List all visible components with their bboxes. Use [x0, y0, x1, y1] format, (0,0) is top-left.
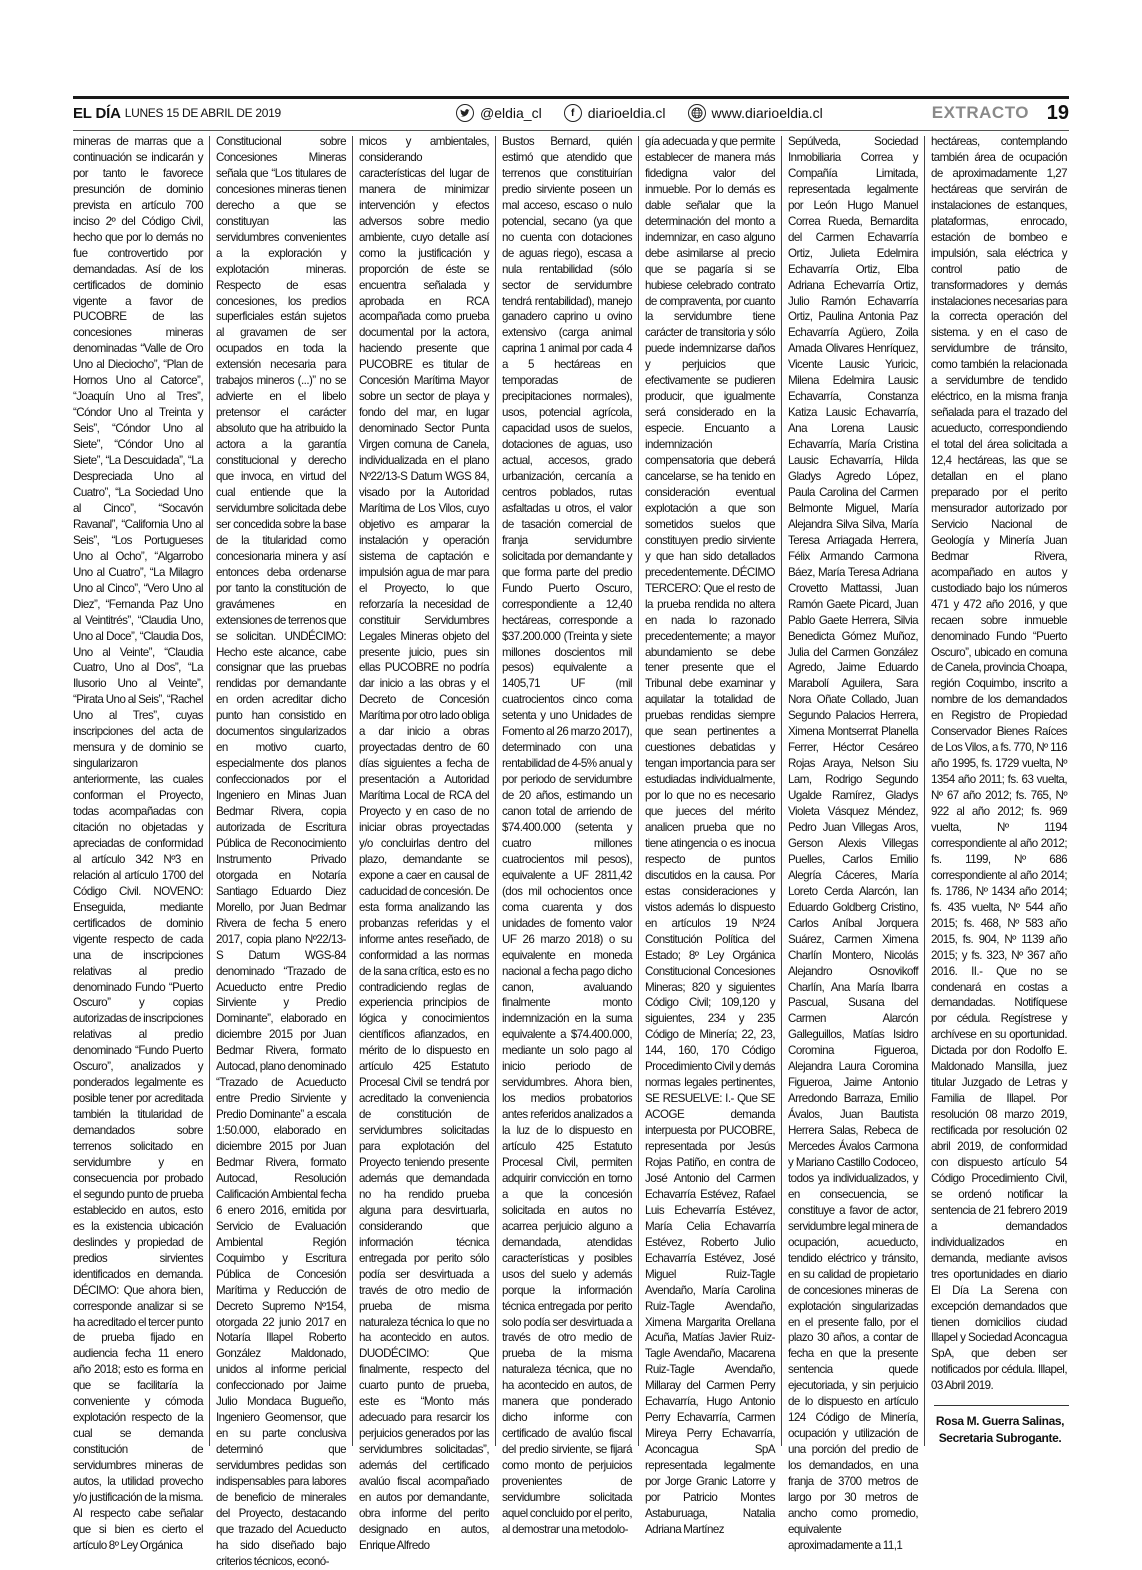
signature-rule	[934, 1405, 1069, 1406]
signature-block	[929, 1413, 1071, 1447]
social-links	[456, 100, 823, 126]
twitter-icon	[456, 104, 474, 122]
website-link[interactable]: www.diarioeldia.cl	[711, 105, 823, 121]
text-column-3: micos y ambientales, considerando características del lugar de manera de minimizar intervención y efectos adversos sobre medio ambiente, cuyo detalle así como la justificación y proporción de éste se encuentra señalada y aprobada en RCA acompañada como prueba documental por la actora, haciendo presente que PUCOBRE es titular de Concesión Marítima Mayor sobre un sector de playa y fondo del mar, en lugar denominado Sector Punta Virgen comuna de Canela, individualizada en el plano Nº22/13-S Datum WGS 84, visado por la Autoridad Marítima de Los Vilos, cuyo objetivo es amparar la instalación y operación sistema de captación e impulsión agua de mar para el Proyecto, lo que reforzaría la necesidad de constituir Servidumbres Legales Mineras objeto del presente juicio, pues sin ellas PUCOBRE no podría dar inicio a las obras y el Decreto de Concesión Marítima por otro lado obliga a dar inicio a obras proyectadas dentro de 60 días siguientes a fecha de presentación a Autoridad Marítima Local de RCA del Proyecto y en caso de no iniciar obras proyectadas y/o concluirlas dentro del plazo, demandante se expone a caer en causal de caducidad de concesión. De esta forma analizando las probanzas referidas y el informe antes reseñado, de conformidad a las normas de la sana crítica, esto es no contradiciendo reglas de experiencia principios de lógica y conocimientos científicos afianzados, en mérito de lo dispuesto en artículo 425 Estatuto Procesal Civil se tendrá por acreditado la conveniencia de constitución de servidumbres solicitadas para explotación del Proyecto teniendo presente además que demandada no ha rendido prueba alguna para desvirtuarla, considerando que información técnica entregada por perito sólo podía ser desvirtuada a través de otro medio de prueba de misma naturaleza técnica lo que no ha acontecido en autos. DUODÉCIMO: Que finalmente, respecto del cuarto punto de prueba, este es “Monto más adecuado para resarcir los perjuicios generados por las servidumbres solicitadas”, además del certificado avalúo fiscal acompañado en autos por demandante, obra informe del perito designado en autos, Enrique Alfredo	[359, 135, 489, 1552]
twitter-handle[interactable]: @eldia_cl	[480, 105, 542, 121]
facebook-icon: f	[564, 104, 582, 122]
column-divider	[495, 136, 496, 1446]
text-column-1: mineras de marras que a continuación se indicarán y por tanto le favorece presunción de dominio prevista en artículo 700 inciso 2º del Código Civil, hecho que por lo demás no fue controvertido por demandadas. Así de los certificados de dominio vigente a favor de PUCOBRE de las concesiones mineras denominadas “Valle de Oro Uno al Dieciocho”, “Plan de Hornos Uno al Catorce”, “Joaquín Uno al Tres”, “Cóndor Uno al Treinta y Seis”, “Cóndor Uno al Siete”, “Cóndor Uno al Siete”, “La Descuidada”, “La Despreciada Uno al Cuatro”, “La Sociedad Uno al Cinco”, “Socavón Ravanal”, “California Uno al Seis”, “Los Portugueses Uno al Ocho”, “Algarrobo Uno al Cuatro”, “La Milagro Uno al Cinco”, “Vero Uno al Diez”, “Fernanda Paz Uno al Veintitrés”, “Claudia Uno, Uno al Doce”, “Claudia Dos, Uno al Veinte”, “Claudia Cuatro, Uno al Dos”, “La Ilusorio Uno al Veinte”, “Pirata Uno al Seis”, “Rachel Uno al Tres”, cuyas inscripciones del acta de mensura y de dominio se singularizaron anteriormente, las cuales conforman el Proyecto, todas acompañadas con citación no objetadas y apreciadas de conformidad al artículo 342 Nº3 en relación al artículo 1700 del Código Civil. NOVENO: Enseguida, mediante certificados de dominio vigente respecto de cada una de inscripciones relativas al predio denominado Fundo “Puerto Oscuro” y copias autorizadas de inscripciones relativas al predio denominado “Fundo Puerto Oscuro”, analizados y ponderados legalmente es posible tener por acreditada también la titularidad de demandados sobre terrenos solicitado en servidumbre y en consecuencia por probado el segundo punto de prueba establecido en autos, esto es la existencia ubicación deslindes y propiedad de predios sirvientes identificados en demanda. DÉCIMO: Que ahora bien, corresponde analizar si se ha acreditado el tercer punto de prueba fijado en audiencia fecha 11 enero año 2018; esto es forma en que se facilitaría la conveniente y cómoda explotación respecto de la cual se demanda constitución de servidumbres mineras de autos, la utilidad provecho y/o justificación de la misma. Al respecto cabe señalar que si bien es cierto el artículo 8º Ley Orgánica	[73, 135, 203, 1552]
newspaper-brand: EL DÍA	[73, 104, 121, 122]
column-divider	[209, 136, 210, 1446]
globe-icon	[688, 104, 706, 122]
text-column-7: hectáreas, contemplando también área de ocupación de aproximadamente 1,27 hectáreas que servirán de instalaciones de estanques, plataformas, enrocado, estación de bombeo e impulsión, sala eléctrica y control patio de transformadores y demás instalaciones necesarias para la correcta operación del sistema. y en el caso de servidumbre de tránsito, como también la relacionada a servidumbre de tendido eléctrico, en la misma franja señalada para el trazado del acueducto, correspondiendo el total del área solicitada a 12,4 hectáreas, las que se detallan en el plano preparado por el perito mensurador autorizado por Servicio Nacional de Geología y Minería Juan Bedmar Rivera, acompañado en autos y custodiado bajo los números 471 y 472 año 2016, y que recaen sobre inmueble denominado Fundo “Puerto Oscuro”, ubicado en comuna de Canela, provincia Choapa, región Coquimbo, inscrito a nombre de los demandados en Registro de Propiedad Conservador Bienes Raíces de Los Vilos, a fs. 770, Nº 116 año 1995, fs. 1729 vuelta, Nº 1354 año 2011; fs. 63 vuelta, Nº 67 año 2012; fs. 765, Nº 922 al año 2012; fs. 969 vuelta, Nº 1194 correspondiente al año 2012; fs. 1199, Nº 686 correspondiente al año 2014; fs. 1786, Nº 1434 año 2014; fs. 435 vuelta, Nº 544 año 2015; fs. 468, Nº 583 año 2015, fs. 904, Nº 1139 año 2015; y fs. 323, Nº 367 año 2016. II.- Que no se condenará en costas a demandadas. Notifíquese por cédula. Regístrese y archívese en su oportunidad. Dictada por don Rodolfo E. Maldonado Mansilla, juez titular Juzgado de Letras y Familia de Illapel. Por resolución 08 marzo 2019, rectificada por resolución 02 abril 2019, de conformidad con dispuesto artículo 54 Código Procedimiento Civil, se ordenó notificar la sentencia de 21 febrero 2019 a demandados individualizados en demanda, mediante avisos tres oportunidades en diario El Día La Serena con excepción demandados que tienen domicilios ciudad Illapel y Sociedad Aconcagua SpA, que deben ser notificados por cédula. Illapel, 03 Abril 2019.	[931, 135, 1067, 1393]
column-divider	[638, 136, 639, 1446]
header-top-rule	[73, 96, 1069, 99]
page-header	[73, 100, 1069, 126]
signature-name: Rosa M. Guerra Salinas,	[935, 1414, 1065, 1428]
text-column-6: Sepúlveda, Sociedad Inmobiliaria Correa y Compañía Limitada, representada legalmente por León Hugo Manuel Correa Rueda, Bernardita del Carmen Echavarría Ortiz, Julieta Edelmira Echavarría Ortiz, Elba Adriana Echevarría Ortiz, Julio Ramón Echavarría Ortiz, Paulina Antonia Paz Echavarría Agüero, Zoila Amada Olivares Henríquez, Vicente Lausic Yuricic, Milena Edelmira Lausic Echavarría, Constanza Katiza Lausic Echavarría, Ana Lorena Lausic Echavarría, María Cristina Lausic Echavarría, Hilda Gladys Agredo López, Paula Carolina del Carmen Belmonte Miguel, María Alejandra Silva Silva, María Teresa Arriagada Herrera, Félix Armando Carmona Báez, María Teresa Adriana Crovetto Mattassi, Juan Ramón Gaete Picard, Juan Pablo Gaete Herrera, Silvia Benedicta Gómez Muñoz, Julia del Carmen González Agredo, Jaime Eduardo Marabolí Aguilera, Sara Nora Oñate Collado, Juan Segundo Palacios Herrera, Ximena Montserrat Planella Ferrer, Héctor Cesáreo Rojas Araya, Nelson Siu Lam, Rodrigo Segundo Ugalde Ramírez, Gladys Violeta Vásquez Méndez, Pedro Juan Villegas Aros, Gerson Alexis Villegas Puelles, Carlos Emilio Alegría Cáceres, María Loreto Cerda Alarcón, Ian Eduardo Goldberg Cristino, Carlos Aníbal Jorquera Suárez, Carmen Ximena Charlín Montero, Nicolás Alejandro Osnovikoff Charlín, Ana María Ibarra Pascual, Susana del Carmen Alarcón Galleguillos, Matías Isidro Coromina Figueroa, Alejandra Laura Coromina Figueroa, Jaime Antonio Arredondo Barraza, Emilio Ávalos, Juan Bautista Herrera Salas, Rebeca de Mercedes Ávalos Carmona y Mariano Castillo Codoceo, todos ya individualizados, y en consecuencia, se constituye a favor de actor, servidumbre legal minera de ocupación, acueducto, tendido eléctrico y tránsito, en su calidad de propietario de concesiones mineras de explotación singularizadas en el presente fallo, por el plazo 30 años, a contar de fecha en que la presente sentencia quede ejecutoriada, y sin perjuicio de lo dispuesto en artículo 124 Código de Minería, ocupación y utilización de una porción del predio de los demandados, en una franja de 3700 metros de largo por 30 metros de ancho como promedio, equivalente aproximadamente a 11,1	[788, 135, 918, 1552]
column-divider	[781, 136, 782, 1446]
text-column-4: Bustos Bernard, quién estimó que atendido que terrenos que constituirían predio sirviente poseen un mal acceso, escaso o nulo potencial, secano (ya que no cuenta con dotaciones de aguas riego), escasa a nula rentabilidad (sólo sector de servidumbre tendrá rentabilidad), manejo ganadero caprino u ovino extensivo (carga animal caprina 1 animal por cada 4 a 5 hectáreas en temporadas de precipitaciones normales), usos, potencial agrícola, capacidad usos de suelos, dotaciones de aguas, uso actual, accesos, grado urbanización, cercanía a centros poblados, rutas asfaltadas u otros, el valor de tasación comercial de franja servidumbre solicitada por demandante y que forma parte del predio Fundo Puerto Oscuro, correspondiente a 12,40 hectáreas, corresponde a $37.200.000 (Treinta y siete millones doscientos mil pesos) equivalente a 1405,71 UF (mil cuatrocientos cinco coma setenta y uno Unidades de Fomento al 26 marzo 2017), determinado con una rentabilidad de 4-5% anual y por periodo de servidumbre de 20 años, estimando un canon total de arriendo de $74.400.000 (setenta y cuatro millones cuatrocientos mil pesos), equivalente a UF 2811,42 (dos mil ochocientos once coma cuarenta y dos unidades de fomento valor UF 26 marzo 2018) o su equivalente en moneda nacional a fecha pago dicho canon, avaluando finalmente monto indemnización en la suma equivalente a $74.400.000, mediante un solo pago al inicio periodo de servidumbres. Ahora bien, los medios probatorios antes referidos analizados a la luz de lo dispuesto en artículo 425 Estatuto Procesal Civil, permiten adquirir convicción en torno a que la concesión solicitada en autos no acarrea perjuicio alguno a demandada, atendidas características y posibles usos del suelo y además porque la información técnica entregada por perito solo podía ser desvirtuada a través de otro medio de prueba de la misma naturaleza técnica, que no ha acontecido en autos, de manera que ponderado dicho informe con certificado de avalúo fiscal del predio sirviente, se fijará como monto de perjuicios provenientes de servidumbre solicitada aquel concluido por el perito, al demostrar una metodolo-	[502, 135, 632, 1536]
issue-date: LUNES 15 DE ABRIL DE 2019	[124, 106, 281, 120]
text-column-2: Constitucional sobre Concesiones Mineras señala que “Los titulares de concesiones mineras tienen derecho a que se constituyan las servidumbres convenientes a la exploración y explotación mineras. Respecto de esas concesiones, los predios superficiales están sujetos al gravamen de ser ocupados en toda la extensión necesaria para trabajos mineros (...)” no se advierte en el libelo pretensor el carácter absoluto que ha atribuido la actora a la garantía constitucional y derecho que invoca, en virtud del cual entiende que la servidumbre solicitada debe ser concedida sobre la base de la titularidad como concesionaria minera y así entonces deba ordenarse por tanto la constitución de gravámenes en extensiones de terrenos que se solicitan. UNDÉCIMO: Hecho este alcance, cabe consignar que las pruebas rendidas por demandante en orden acreditar dicho punto han consistido en documentos singularizados en motivo cuarto, especialmente dos planos confeccionados por el Ingeniero en Minas Juan Bedmar Rivera, copia autorizada de Escritura Pública de Reconocimiento Instrumento Privado otorgada en Notaría Santiago Eduardo Diez Morello, por Juan Bedmar Rivera de fecha 5 enero 2017, copia plano Nº22/13-S Datum WGS-84 denominado “Trazado de Acueducto entre Predio Sirviente y Predio Dominante”, elaborado en diciembre 2015 por Juan Bedmar Rivera, formato Autocad, plano denominado “Trazado de Acueducto entre Predio Sirviente y Predio Dominante” a escala 1:50.000, elaborado en diciembre 2015 por Juan Bedmar Rivera, formato Autocad, Resolución Calificación Ambiental fecha 6 enero 2016, emitida por Servicio de Evaluación Ambiental Región Coquimbo y Escritura Pública de Concesión Marítima y Reducción de Decreto Supremo Nº154, otorgada 22 junio 2017 en Notaría Illapel Roberto González Maldonado, unidos al informe pericial confeccionado por Jaime Julio Mondaca Bugueño, Ingeniero Geomensor, que en su parte conclusiva determinó que servidumbres pedidas son indispensables para labores de beneficio de minerales del Proyecto, destacando que trazado del Acueducto ha sido diseñado bajo criterios técnicos, econó-	[216, 135, 346, 1568]
signature-title: Secretaria Subrogante.	[938, 1431, 1062, 1445]
header-bottom-rule	[73, 130, 1069, 131]
column-divider	[924, 136, 925, 1446]
text-column-5: gía adecuada y que permite establecer de manera más fidedigna valor del inmueble. Por lo demás es dable señalar que la determinación del monto a indemnizar, en caso alguno debe asimilarse al precio que se pagaría si se hubiese celebrado contrato de compraventa, por cuanto la servidumbre tiene carácter de transitoria y sólo puede indemnizarse daños y perjuicios que efectivamente se pudieren producir, que igualmente será considerado en la especie. Encuanto a indemnización compensatoria que deberá cancelarse, se ha tenido en consideración eventual explotación a que son sometidos suelos que constituyen predio sirviente y que han sido detallados precedentemente. DÉCIMO TERCERO: Que el resto de la prueba rendida no altera en nada lo razonado precedentemente; a mayor abundamiento se debe tener presente que el Tribunal debe examinar y aquilatar la totalidad de pruebas rendidas siempre que sean pertinentes a cuestiones debatidas y tengan importancia para ser estudiadas individualmente, por lo que no es necesario que jueces del mérito analicen prueba que no tiene atingencia o es inocua respecto de puntos discutidos en la causa. Por estas consideraciones y vistos además lo dispuesto en artículos 19 Nº24 Constitución Política del Estado; 8º Ley Orgánica Constitucional Concesiones Mineras; 820 y siguientes Código Civil; 109,120 y siguientes, 234 y 235 Código de Minería; 22, 23, 144, 160, 170 Código Procedimiento Civil y demás normas legales pertinentes, SE RESUELVE: I.- Que SE ACOGE demanda interpuesta por PUCOBRE, representada por Jesús Rojas Patiño, en contra de José Antonio del Carmen Echavarría Estévez, Rafael Luis Echevarría Estévez, María Celia Echavarría Estévez, Roberto Julio Echavarría Estévez, José Miguel Ruiz-Tagle Avendaño, María Carolina Ruiz-Tagle Avendaño, Ximena Margarita Orellana Acuña, Matías Javier Ruiz-Tagle Avendaño, Macarena Ruiz-Tagle Avendaño, Millaray del Carmen Perry Echavarría, Hugo Antonio Perry Echavarría, Carmen Mireya Perry Echavarría, Aconcagua SpA representada legalmente por Jorge Granic Latorre y por Patricio Montes Astaburuaga, Natalia Adriana Martínez	[645, 135, 775, 1536]
facebook-page[interactable]: diarioeldia.cl	[587, 105, 666, 121]
section-label: EXTRACTO	[931, 103, 1029, 122]
article-columns	[73, 134, 1069, 1568]
page-number: 19	[1046, 102, 1069, 124]
column-divider	[352, 136, 353, 1446]
